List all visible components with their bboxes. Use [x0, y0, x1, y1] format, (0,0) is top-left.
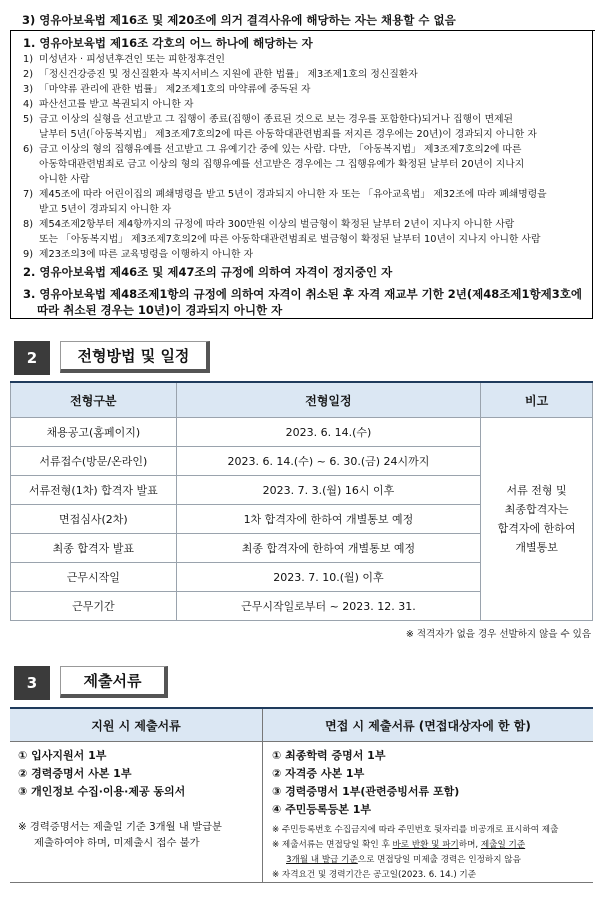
- header-note: 비고: [481, 382, 593, 418]
- disq-sub-text: 파산선고를 받고 복권되지 아니한 자: [39, 99, 194, 110]
- disq-sub-text: 아니한 사람: [39, 174, 90, 185]
- disq-sub-number: 4): [23, 99, 34, 110]
- schedule-date: 2023. 6. 14.(수) ~ 6. 30.(금) 24시까지: [176, 447, 480, 476]
- disq-sub-item: [23, 247, 253, 262]
- note-underlined: 3개월 내 발급 기준: [286, 855, 358, 865]
- header-schedule: 전형일정: [176, 382, 480, 418]
- disq-sub-item: [23, 112, 513, 127]
- schedule-category: 면접심사(2차): [11, 505, 177, 534]
- apply-docs-note-line2: 제출하여야 하며, 미제출시 접수 불가: [34, 837, 200, 849]
- interview-note-2: [272, 838, 525, 853]
- disq-sub-item: [23, 187, 547, 202]
- schedule-note-line: 최종합격자는: [504, 503, 569, 516]
- apply-doc-item: ① 입사지원서 1부: [18, 749, 107, 762]
- disq-sub-text: 아동학대관련범죄로 금고 이상의 형의 집행유예를 선고받은 경우에는 그 집행유예가 확정된 날부터 20년이 지나지: [39, 159, 525, 170]
- documents-table: [10, 707, 593, 883]
- disq-sub-item: [23, 97, 193, 112]
- schedule-date: 2023. 7. 10.(월) 이후: [176, 563, 480, 592]
- disq-sub-number: 3): [23, 84, 34, 95]
- disq-sub-text: 또는 「아동복지법」 제3조제7호의2에 따른 아동학대관련범죄로 벌금형이 확정된 날부터 10년이 지나지 아니한 사람: [39, 234, 541, 245]
- disq-sub-number: 9): [23, 249, 34, 260]
- apply-docs-header: 지원 시 제출서류: [10, 709, 262, 742]
- disq-sub-text: 제54조제2항부터 제4항까지의 규정에 따라 300만원 이상의 벌금형이 확정된 날부터 2년이 지나지 아니한 사람: [39, 219, 515, 230]
- note-underlined: 바로 반환 및 파기: [392, 840, 459, 850]
- disq-sub-item: [39, 157, 524, 172]
- section-3-number: 3: [14, 666, 50, 700]
- disq-item-3-line2: 따라 취소된 경우는 10년)이 경과되지 아니한 자: [37, 303, 283, 317]
- schedule-date: 2023. 7. 3.(월) 16시 이후: [176, 476, 480, 505]
- disq-sub-number: 8): [23, 219, 34, 230]
- disq-sub-text: 제23조의3에 따른 교육명령을 이행하지 아니한 자: [39, 249, 254, 260]
- schedule-table: [10, 381, 593, 621]
- disq-item-2: 2. 영유아보육법 제46조 및 제47조의 규정에 의하여 자격이 정지중인 자: [23, 265, 393, 279]
- schedule-footnote: ※ 적격자가 없을 경우 선발하지 않을 수 있음: [405, 629, 591, 640]
- schedule-note-line: 개별통보: [515, 541, 558, 554]
- disq-sub-text: 금고 이상의 실형을 선고받고 그 집행이 종료(집행이 종료된 것으로 보는 경우를 포함한다)되거나 집행이 면제된: [39, 114, 513, 125]
- interview-docs-header: 면접 시 제출서류 (면접대상자에 한 함): [263, 709, 593, 742]
- section-2-label: 전형방법 및 일정: [60, 341, 210, 373]
- disqualification-title: 3) 영유아보육법 제16조 및 제20조에 의거 결격사유에 해당하는 자는 채용할 수 없음: [22, 13, 456, 27]
- header-category: 전형구분: [11, 382, 177, 418]
- interview-note-3: [286, 853, 521, 868]
- disq-sub-item: [39, 232, 540, 247]
- disq-sub-number: 1): [23, 54, 34, 65]
- column-divider: [262, 709, 263, 883]
- schedule-category: 서류전형(1차) 합격자 발표: [11, 476, 177, 505]
- disq-sub-item: [23, 142, 521, 157]
- section-2-header: [14, 341, 214, 375]
- schedule-category: 서류접수(방문/온라인): [11, 447, 177, 476]
- apply-docs-note-line1: ※ 경력증명서는 제출일 기준 3개월 내 발급분: [18, 821, 222, 833]
- schedule-category: 근무시작일: [11, 563, 177, 592]
- disq-sub-text: 「정신건강증진 및 정신질환자 복지서비스 지원에 관한 법률」 제3조제1호의 정신질환자: [39, 69, 418, 80]
- interview-note-1: ※ 주민등록번호 수집금지에 따라 주민번호 뒷자리를 비공개로 표시하여 제출: [272, 825, 559, 835]
- disqualification-box: [10, 31, 593, 319]
- interview-doc-item: ③ 경력증명서 1부(관련증빙서류 포함): [272, 785, 460, 798]
- disq-sub-item: [39, 202, 171, 217]
- interview-doc-item: ① 최종학력 증명서 1부: [272, 749, 386, 762]
- disq-sub-text: 미성년자 · 피성년후견인 또는 피한정후견인: [39, 54, 225, 65]
- disq-sub-number: 2): [23, 69, 34, 80]
- interview-note-4: ※ 자격요건 및 경력기간은 공고일(2023. 6. 14.) 기준: [272, 870, 477, 880]
- disq-sub-item: [23, 52, 225, 67]
- schedule-category: 채용공고(홈페이지): [11, 418, 177, 447]
- schedule-note-line: 서류 전형 및: [506, 484, 567, 497]
- disq-item-3-line1: 3. 영유아보육법 제48조제1항의 규정에 의하여 자격이 취소된 후 자격 재교부 기한 2년(제48조제1항제3호에: [23, 287, 582, 301]
- disq-sub-text: 금고 이상의 형의 집행유예를 선고받고 그 유예기간 중에 있는 사람. 다만, 「아동복지법」 제3조제7호의2에 따른: [39, 144, 522, 155]
- interview-doc-item: ④ 주민등록등본 1부: [272, 803, 372, 816]
- section-3-header: [14, 666, 164, 700]
- disq-sub-number: 5): [23, 114, 34, 125]
- schedule-category: 최종 합격자 발표: [11, 534, 177, 563]
- apply-doc-item: ③ 개인정보 수집·이용·제공 동의서: [18, 785, 186, 798]
- disq-sub-item: [39, 127, 537, 142]
- schedule-date: 1차 합격자에 한하여 개별통보 예정: [176, 505, 480, 534]
- schedule-note: [481, 418, 593, 621]
- disq-sub-item: [23, 82, 311, 97]
- disq-sub-item: [39, 172, 89, 187]
- schedule-date: 근무시작일로부터 ~ 2023. 12. 31.: [176, 592, 480, 621]
- disq-sub-text: 날부터 5년(「아동복지법」 제3조제7호의2에 따른 아동학대관련범죄를 저지른 경우에는 20년)이 경과되지 아니한 자: [39, 129, 537, 140]
- schedule-date: 최종 합격자에 한하여 개별통보 예정: [176, 534, 480, 563]
- schedule-row: [11, 418, 593, 447]
- disq-sub-number: 7): [23, 189, 34, 200]
- disq-item-1: 1. 영유아보육법 제16조 각호의 어느 하나에 해당하는 자: [23, 36, 313, 50]
- disq-sub-number: 6): [23, 144, 34, 155]
- section-3-label: 제출서류: [60, 666, 168, 698]
- apply-doc-item: ② 경력증명서 사본 1부: [18, 767, 132, 780]
- note-text: 으로 면접당일 미제출 경력은 인정하지 않음: [357, 855, 521, 865]
- schedule-date: 2023. 6. 14.(수): [176, 418, 480, 447]
- disq-sub-text: 받고 5년이 경과되지 아니한 자: [39, 204, 172, 215]
- section-2-number: 2: [14, 341, 50, 375]
- disq-sub-item: [23, 217, 514, 232]
- note-text: 하며,: [458, 840, 481, 850]
- disq-sub-item: [23, 67, 418, 82]
- disq-sub-text: 제45조에 따라 어린이집의 폐쇄명령을 받고 5년이 경과되지 아니한 자 또는 「유아교육법」 제32조에 따라 폐쇄명령을: [39, 189, 547, 200]
- interview-doc-item: ② 자격증 사본 1부: [272, 767, 365, 780]
- note-text: ※ 제출서류는 면접당일 확인 후: [272, 840, 393, 850]
- schedule-category: 근무기간: [11, 592, 177, 621]
- note-underlined: 제출일 기준: [480, 840, 526, 850]
- schedule-note-line: 합격자에 한하여: [497, 522, 576, 535]
- disq-sub-text: 「마약류 관리에 관한 법률」 제2조제1호의 마약류에 중독된 자: [39, 84, 311, 95]
